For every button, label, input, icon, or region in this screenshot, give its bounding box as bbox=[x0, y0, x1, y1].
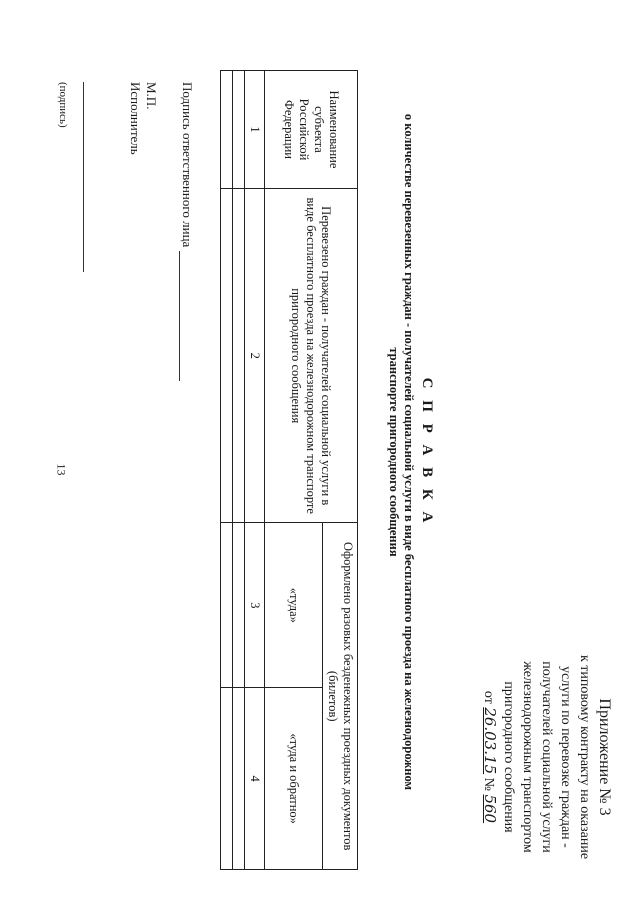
date-value: 26.03.15 bbox=[481, 707, 499, 775]
number-value: 560 bbox=[481, 794, 499, 824]
header-round-trip: «туда и обратно» bbox=[265, 688, 323, 870]
appendix-date-line bbox=[479, 632, 499, 882]
appendix-line: получателей социальной услуги bbox=[539, 661, 554, 853]
appendix-line: пригородного сообщения bbox=[501, 681, 516, 833]
appendix-line: железнодорожным транспортом bbox=[520, 661, 535, 853]
responsible-signature-label bbox=[179, 82, 195, 381]
footer-block bbox=[127, 82, 195, 381]
table-cell bbox=[233, 688, 245, 870]
appendix-title: Приложение № 3 bbox=[596, 698, 613, 816]
column-number: 1 bbox=[245, 71, 265, 189]
table-cell bbox=[233, 71, 245, 189]
header-tickets-issued: Оформлено разовых безденежных проездных документов (билетов) bbox=[323, 523, 358, 870]
appendix-line: услуги по перевозке граждан - bbox=[558, 666, 573, 848]
table-cell bbox=[221, 71, 233, 189]
header-region: Наименование субъекта Российской Федерации bbox=[265, 71, 358, 189]
table-cell bbox=[233, 188, 245, 523]
executor-signature-line bbox=[83, 82, 84, 272]
document-content bbox=[40, 22, 620, 882]
spravka-subtitle-line-2: транспорте пригородного сообщения bbox=[387, 347, 401, 557]
column-number: 3 bbox=[245, 523, 265, 688]
table-cell bbox=[221, 523, 233, 688]
signature-caption: (подпись) bbox=[57, 82, 69, 128]
table-cell bbox=[221, 188, 233, 523]
column-number: 2 bbox=[245, 188, 265, 523]
report-table bbox=[220, 70, 358, 870]
signature-line bbox=[179, 251, 180, 381]
header-one-way: «туда» bbox=[265, 523, 323, 688]
page-number: 13 bbox=[54, 463, 69, 476]
responsible-signature-text: Подпись ответственного лица bbox=[180, 82, 195, 248]
seal-mark: М.П. bbox=[144, 82, 159, 110]
header-transported: Перевезено граждан - получателей социальной услуги в виде бесплатного проезда на железнодорожном транспорте пригородного сообщения bbox=[265, 188, 358, 523]
appendix-line: к типовому контракту на оказание bbox=[577, 654, 592, 860]
spravka-heading: С П Р А В К А bbox=[419, 377, 435, 527]
table-cell bbox=[221, 688, 233, 870]
appendix-block bbox=[479, 632, 614, 882]
date-prefix: от bbox=[481, 690, 496, 704]
executor-label: Исполнитель bbox=[128, 82, 143, 155]
table-cell bbox=[233, 523, 245, 688]
spravka-title-block bbox=[386, 22, 435, 882]
spravka-subtitle-line-1: о количестве перевезенных граждан - получателей социальной услуги в виде бесплатного проезда на железнодорожном bbox=[402, 113, 416, 791]
number-prefix: № bbox=[481, 777, 496, 791]
column-number: 4 bbox=[245, 688, 265, 870]
